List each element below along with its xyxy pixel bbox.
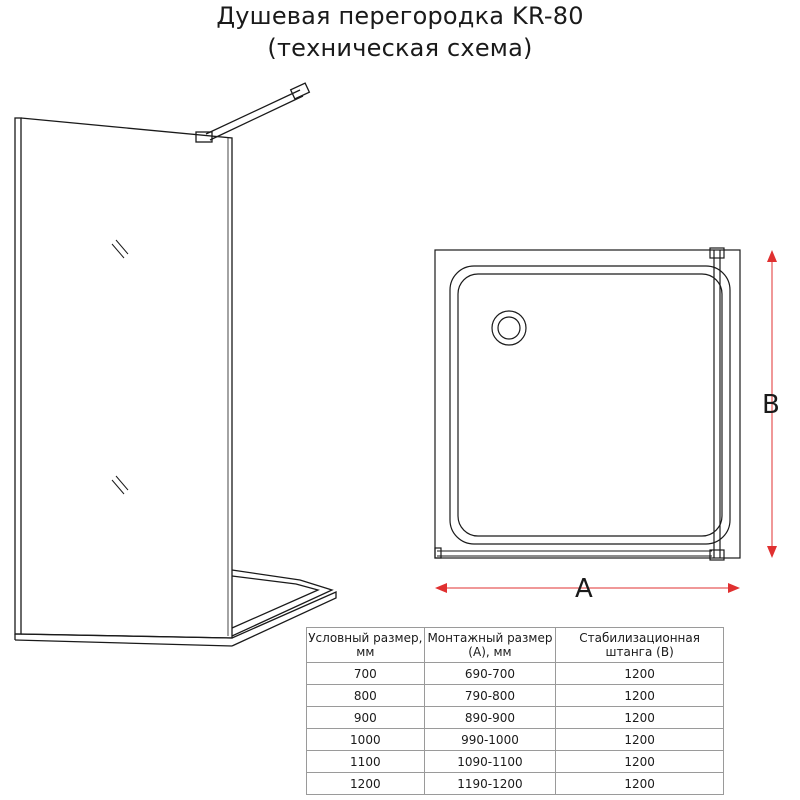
cell-stabilizer-bar: 1200 <box>556 773 724 795</box>
glass-sheet <box>21 118 232 638</box>
wall-profile <box>15 118 21 634</box>
cell-mounting-size: 890-900 <box>424 707 556 729</box>
cell-mounting-size: 990-1000 <box>424 729 556 751</box>
table-header-row <box>307 628 724 663</box>
cell-stabilizer-bar: 1200 <box>556 685 724 707</box>
cell-mounting-size: 690-700 <box>424 663 556 685</box>
shower-tray-perspective <box>15 570 336 646</box>
cell-stabilizer-bar: 1200 <box>556 707 724 729</box>
cell-nominal-size: 700 <box>307 663 425 685</box>
table-row <box>307 751 724 773</box>
header-nominal-size: Условный размер, мм <box>307 628 425 663</box>
tray-inner-bowl <box>458 274 722 536</box>
table-row <box>307 729 724 751</box>
bar-wall-mount <box>291 83 310 99</box>
cell-stabilizer-bar: 1200 <box>556 663 724 685</box>
cell-stabilizer-bar: 1200 <box>556 729 724 751</box>
dimension-a-label: A <box>575 574 593 604</box>
drain-outer <box>492 311 526 345</box>
header-mounting-size: Монтажный размер (A), мм <box>424 628 556 663</box>
table-row <box>307 707 724 729</box>
header-stabilizer-bar: Стабилизационная штанга (B) <box>556 628 724 663</box>
cell-nominal-size: 1100 <box>307 751 425 773</box>
cell-mounting-size: 1090-1100 <box>424 751 556 773</box>
tray-outline <box>435 250 740 558</box>
cell-mounting-size: 790-800 <box>424 685 556 707</box>
cell-mounting-size: 1190-1200 <box>424 773 556 795</box>
tray-inner-rim <box>450 266 730 544</box>
cell-nominal-size: 800 <box>307 685 425 707</box>
size-table <box>306 627 724 795</box>
dimension-arrows <box>435 250 777 593</box>
glass-panel-perspective <box>15 118 232 638</box>
bar-glass-clamp <box>196 132 212 142</box>
table-row <box>307 663 724 685</box>
table-row <box>307 773 724 795</box>
cell-nominal-size: 1000 <box>307 729 425 751</box>
cell-stabilizer-bar: 1200 <box>556 751 724 773</box>
diagram-title: Душевая перегородка KR-80 <box>216 2 584 30</box>
diagram-subtitle: (техническая схема) <box>267 34 533 62</box>
cell-nominal-size: 1200 <box>307 773 425 795</box>
stabilizer-bar <box>196 83 309 142</box>
dimension-b-label: B <box>762 390 780 420</box>
cell-nominal-size: 900 <box>307 707 425 729</box>
drain-inner <box>498 317 520 339</box>
table-row <box>307 685 724 707</box>
plan-view <box>435 248 740 560</box>
